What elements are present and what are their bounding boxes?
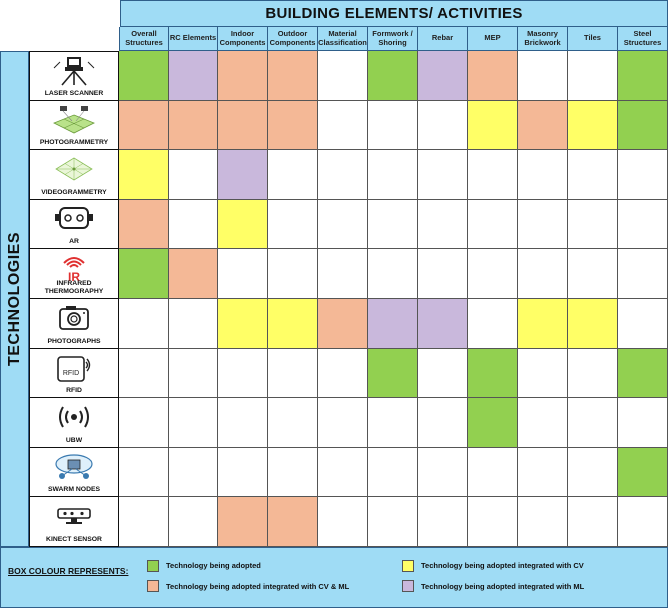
matrix-cell [418,200,468,249]
matrix-cell [169,51,218,101]
matrix-cell [318,349,368,398]
matrix-cell [119,349,169,398]
matrix-cell [218,497,268,547]
column-header-5: Material Classification [318,27,368,51]
matrix-cell [568,398,618,448]
matrix-cell [418,101,468,150]
matrix-cell [518,101,568,150]
matrix-cell [368,51,418,101]
svg-text:RFID: RFID [62,370,80,377]
technologies-title [0,51,29,547]
column-header-2: RC Elements [169,27,218,51]
technologies-title-text: TECHNOLOGIES [5,231,23,367]
column-header-10: Tiles [568,27,618,51]
svg-text:IR: IR [68,270,80,283]
matrix-cell [518,349,568,398]
matrix-cell [468,299,518,349]
matrix-cell [119,51,169,101]
matrix-cell [169,200,218,249]
matrix-cell [418,299,468,349]
building-elements-title: BUILDING ELEMENTS/ ACTIVITIES [120,0,668,27]
matrix-cell [318,200,368,249]
matrix-cell [518,497,568,547]
matrix-cell [618,497,668,547]
matrix-cell [169,398,218,448]
matrix-cell [218,349,268,398]
matrix-cell [268,299,318,349]
matrix-cell [518,200,568,249]
column-header-6: Formwork / Shoring [368,27,418,51]
legend-swatch-cv [402,560,414,572]
matrix-cell [518,448,568,497]
matrix-cell [218,51,268,101]
row-label: KINECT SENSOR [46,535,102,543]
matrix-cell [568,299,618,349]
matrix-cell [169,448,218,497]
matrix-cell [418,448,468,497]
legend-swatch-ml [402,580,414,592]
matrix-cell [218,398,268,448]
matrix-cell [618,150,668,200]
matrix-cell [568,448,618,497]
matrix-cell [318,497,368,547]
matrix-cell [119,448,169,497]
row-header-3 [29,150,119,200]
matrix-cell [618,101,668,150]
matrix-cell [468,101,518,150]
row-label: UBW [65,436,83,444]
matrix-cell [218,101,268,150]
matrix-cell [119,249,169,299]
matrix-cell [318,51,368,101]
matrix-cell [568,150,618,200]
matrix-cell [318,150,368,200]
matrix-cell [368,398,418,448]
matrix-cell [618,51,668,101]
matrix-cell [518,249,568,299]
matrix-cell [568,497,618,547]
column-header-9: Masonry Brickwork [518,27,568,51]
column-header-7: Rebar [418,27,468,51]
matrix-cell [268,200,318,249]
matrix-cell [169,101,218,150]
matrix-cell [468,497,518,547]
row-label: RFID [66,386,82,394]
wireless-signal-icon [52,402,96,432]
matrix-cell [218,299,268,349]
matrix-cell [119,497,169,547]
ar-headset-icon [52,204,96,234]
matrix-cell [468,150,518,200]
matrix-cell [268,398,318,448]
matrix-cell [318,448,368,497]
row-label: SWARM NODES [47,485,101,493]
matrix-cell [418,349,468,398]
row-label: PHOTOGRAPHS [47,337,101,345]
laser-scanner-icon [52,56,96,86]
matrix-cell [618,299,668,349]
legend-swatch-adopted [147,560,159,572]
matrix-cell [268,349,318,398]
matrix-cell [119,299,169,349]
row-header-9 [29,448,119,497]
matrix-cell [218,200,268,249]
matrix-cell [169,497,218,547]
matrix-cell [418,497,468,547]
swarm-nodes-icon [52,452,96,482]
matrix-cell [268,51,318,101]
matrix-cell [368,200,418,249]
row-header-5 [29,249,119,299]
matrix-cell [418,51,468,101]
matrix-cell [518,51,568,101]
matrix-cell [268,101,318,150]
matrix-cell [518,299,568,349]
row-label: LASER SCANNER [44,89,104,97]
matrix-cell [119,101,169,150]
matrix-cell [618,398,668,448]
matrix-cell [568,51,618,101]
matrix-cell [169,349,218,398]
matrix-cell [318,249,368,299]
column-header-11: Steel Structures [618,27,668,51]
row-header-4 [29,200,119,249]
matrix-cell [268,249,318,299]
matrix-cell [218,249,268,299]
legend-title: BOX COLOUR REPRESENTS: [8,566,129,576]
row-label: AR [69,237,79,245]
matrix-cell [468,200,518,249]
legend [0,547,668,608]
camera-icon [52,303,96,333]
matrix-cell [468,51,518,101]
row-label: VIDEOGRAMMETRY [41,188,107,196]
matrix-cell [468,249,518,299]
matrix-cell [368,101,418,150]
matrix-cell [568,349,618,398]
matrix-cell [618,448,668,497]
legend-text-adopted: Technology being adopted [166,561,261,570]
matrix-cell [119,150,169,200]
matrix-cell [368,349,418,398]
matrix-cell [618,200,668,249]
column-header-8: MEP [468,27,518,51]
matrix-cell [318,299,368,349]
matrix-cell [568,200,618,249]
matrix-cell [218,448,268,497]
photogrammetry-icon [52,105,96,135]
matrix-cell [368,249,418,299]
matrix-cell [418,150,468,200]
matrix-cell [618,249,668,299]
matrix-cell [518,398,568,448]
matrix-cell [169,249,218,299]
matrix-cell [268,497,318,547]
matrix-cell [169,150,218,200]
matrix-cell [618,349,668,398]
legend-text-ml: Technology being adopted integrated with ML [421,582,585,591]
matrix-cell [468,349,518,398]
row-header-10 [29,497,119,547]
legend-swatch-cv-ml [147,580,159,592]
row-label: INFRARED THERMOGRAPHY [44,280,104,295]
matrix-cell [368,150,418,200]
row-header-2 [29,101,119,150]
videogrammetry-icon [52,154,96,184]
column-header-1: Overall Structures [119,27,169,51]
row-header-8 [29,398,119,448]
matrix-cell [169,299,218,349]
row-label: PHOTOGRAMMETRY [39,138,109,146]
legend-text-cv-ml: Technology being adopted integrated with CV & ML [166,582,350,591]
matrix-cell [568,249,618,299]
matrix-cell [318,101,368,150]
kinect-sensor-icon [52,501,96,531]
row-header-6 [29,299,119,349]
matrix-cell [418,398,468,448]
column-header-4: Outdoor Components [268,27,318,51]
matrix-cell [218,150,268,200]
row-header-7 [29,349,119,398]
row-header-1 [29,51,119,101]
matrix-cell [268,448,318,497]
matrix-cell [518,150,568,200]
matrix-cell [268,150,318,200]
legend-text-cv: Technology being adopted integrated with CV [421,561,584,570]
infrared-icon [52,253,96,283]
matrix-cell [418,249,468,299]
matrix-cell [468,448,518,497]
matrix-cell [119,398,169,448]
matrix-cell [368,299,418,349]
matrix-cell [368,448,418,497]
matrix-cell [468,398,518,448]
matrix-cell [568,101,618,150]
matrix-cell [119,200,169,249]
column-header-3: Indoor Components [218,27,268,51]
matrix-cell [368,497,418,547]
rfid-icon [52,353,96,383]
matrix-cell [318,398,368,448]
